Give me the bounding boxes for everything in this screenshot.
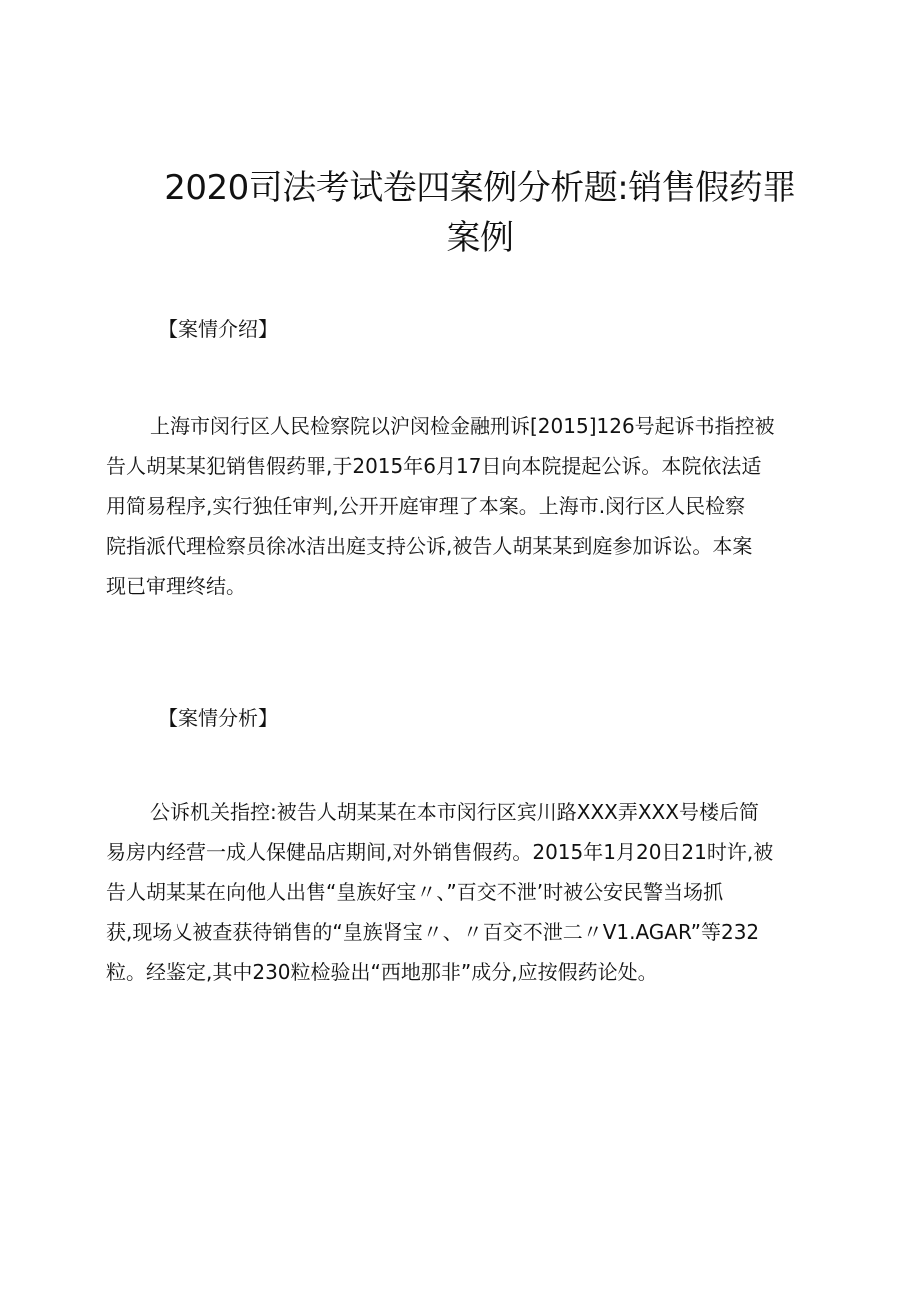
text-line: 粒。经鉴定,其中230粒检验出“西地那非”成分,应按假药论处。 bbox=[106, 960, 658, 984]
text-line: 现已审理终结。 bbox=[106, 574, 246, 598]
document-title bbox=[150, 163, 810, 263]
text-line: 告人胡某某在向他人出售“皇族好宝〃、”百交不泄’时被公安民警当场抓 bbox=[106, 880, 724, 904]
paragraph-case-analysis bbox=[106, 792, 820, 992]
text-line: 院指派代理检察员徐冰洁出庭支持公诉,被告人胡某某到庭参加诉讼。本案 bbox=[106, 534, 753, 558]
title-line-1: 2020司法考试卷四案例分析题:销售假药罪 bbox=[164, 168, 796, 208]
paragraph-case-intro bbox=[106, 406, 820, 606]
text-line: 获,现场乂被查获待销售的“皇族肾宝〃、〃百交不泄二〃V1.AGAR”等232 bbox=[106, 920, 760, 944]
text-line: 上海市闵行区人民检察院以沪闵检金融刑诉[2015]126号起诉书指控被 bbox=[150, 414, 775, 438]
text-line: 告人胡某某犯销售假药罪,于2015年6月17日向本院提起公诉。本院依法适 bbox=[106, 454, 762, 478]
text-line: 易房内经营一成人保健品店期间,对外销售假药。2015年1月20日21时许,被 bbox=[106, 840, 774, 864]
text-line: 公诉机关指控:被告人胡某某在本市闵行区宾川路XXX弄XXX号楼后简 bbox=[150, 800, 759, 824]
title-line-2: 案例 bbox=[446, 218, 514, 258]
text-line: 用简易程序,实行独任审判,公开开庭审理了本案。上海市.闵行区人民检察 bbox=[106, 494, 746, 518]
section-heading-case-intro: 【案情介绍】 bbox=[158, 317, 278, 341]
section-heading-case-analysis: 【案情分析】 bbox=[158, 706, 278, 730]
